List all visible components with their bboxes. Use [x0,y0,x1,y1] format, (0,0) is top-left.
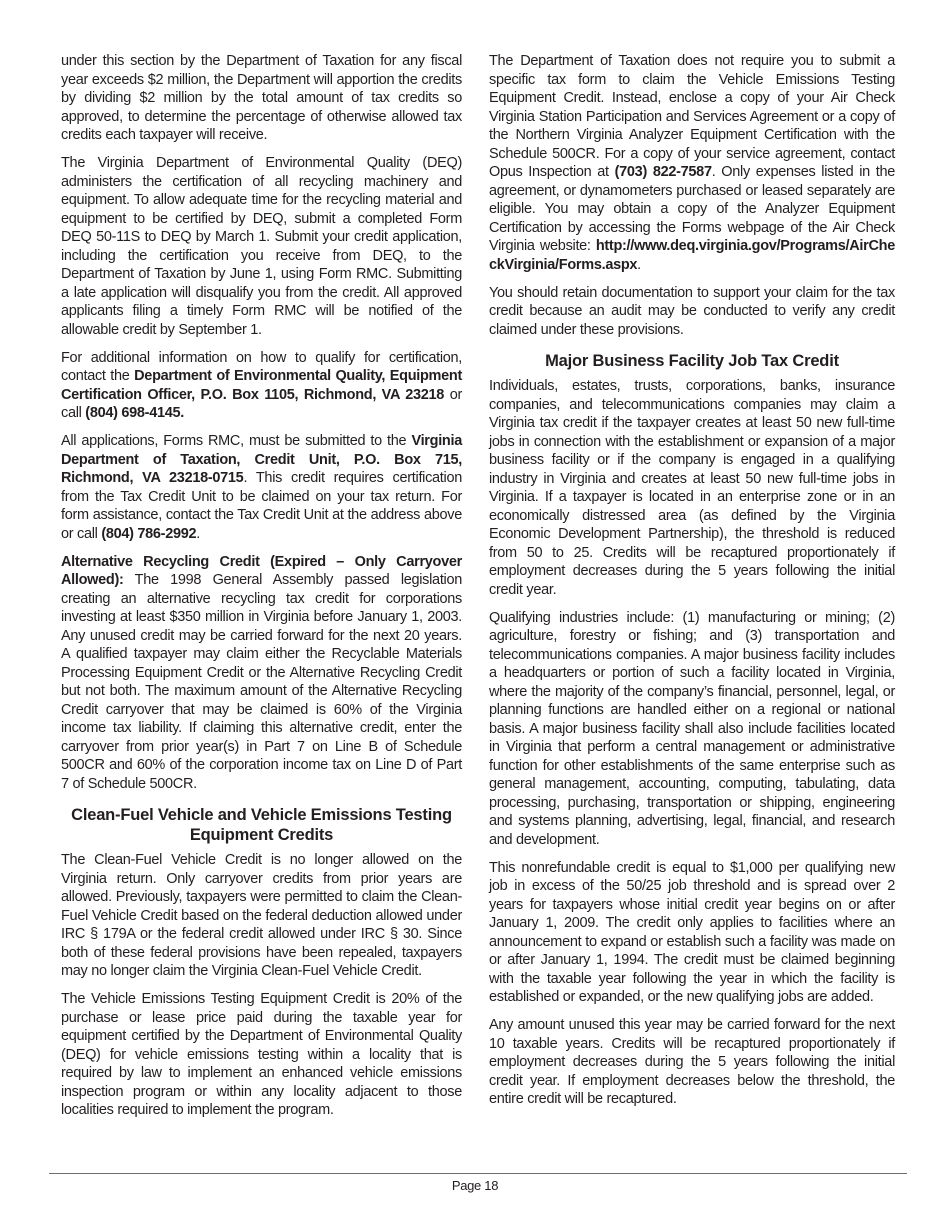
section-heading [61,805,462,845]
paragraph [489,377,895,599]
bold-text: Alternative Recycling Credit (Expired – Only Carryover Allowed): [61,553,462,588]
bold-text: Department of Environmental Quality, Equipment Certification Officer, P.O. Box 1105, Richmond, VA 23218 [61,368,462,403]
website-url: http://www.deq.virginia.gov/Programs/AirCheckVirginia/Forms.aspx [489,238,895,273]
paragraph [489,284,895,340]
paragraph [61,990,462,1120]
text-run: All applications, Forms RMC, must be submitted to the [61,433,412,449]
text-run: The Vehicle Emissions Testing Equipment Credit is 20% of the purchase or lease price paid during the taxable year for equipment certified by the Department of Environmental Quality (DEQ) for vehicle emissions testing within a locality that is required by law to implement an enhanced vehicle emissions inspection program or within any locality adjacent to those localities required to implement the program. [61,991,462,1118]
text-run: . [196,525,201,542]
section-heading [489,351,895,371]
text-run: The Department of Taxation does not require you to submit a specific tax form to claim the Vehicle Emissions Testing Equipment Credit. Instead, enclose a copy of your Air Check Virginia Station Participation and Services Agreement or a copy of the Northern Virginia Analyzer Equipment Certification with the Schedule 500CR. For a copy of your service agreement, contact Opus Inspection at [489,53,895,180]
text-run: Individuals, estates, trusts, corporations, banks, insurance companies, and telecommunications companies may claim a Virginia tax credit if the taxpayer creates at least 50 new full-time jobs in connection with the establishment or expansion of a major business facility or if the company is engaged in a qualifying industry in Virginia and creates at least 50 new full-time jobs in Virginia. If a taxpayer is located in an enterprise zone or in an economically distressed area (as defined by the Virginia Economic Development Partnership), the threshold is reduced from 50 to 25. Credits will be recaptured proportionately if employment decreases during the 5 years following the initial credit year. [489,378,895,598]
bold-text: (804) 786-2992 [101,525,197,542]
paragraph [489,1016,895,1109]
text-run: This nonrefundable credit is equal to $1,000 per qualifying new job in excess of the 50/25 job threshold and is spread over 2 years for taxpayers whose initial credit year begins on or after January 1, 2009. The credit only applies to facilities where an announcement to expand or establish such a facility was made on or after January 1, 1994. The credit must be claimed beginning with the taxable year following the year in which the facility is established or expanded, or the new qualifying jobs are added. [489,859,895,1005]
right-column [489,52,895,1118]
paragraph [489,859,895,1007]
bold-text: (703) 822-7587 [614,164,712,180]
paragraph [489,52,895,274]
text-run: The 1998 General Assembly passed legislation creating an alternative recycling tax credit for corporations investing at least $350 million in Virginia before January 1, 2003. Any unused credit may be carried forward for the next 20 years. A qualified taxpayer may claim either the Recyclable Materials Processing Equipment Credit or the Alternative Recycling Credit but not both. The maximum amount of the Alternative Recycling Credit carryover that may be claimed is 60% of the Virginia income tax liability. If claiming this alternative credit, enter the carryover from prior year(s) in Part 7 on Line B of Schedule 500CR and 60% of the corporation income tax on Line D of Part 7 of Schedule 500CR. [61,572,462,792]
bold-text: Virginia Department of Taxation, Credit Unit, P.O. Box 715, Richmond, VA 23218-0715 [61,433,462,486]
text-run: The Virginia Department of Environmental Quality (DEQ) administers the certification of all recycling machinery and equipment. To allow adequate time for the recycling material and equipment to be certified by DEQ, submit a completed Form DEQ 50-11S to DEQ by March 1. Submit your credit application, including the certification you receive from DEQ, to the Department of Taxation by June 1, using Form RMC. Submitting a late application will disqualify you from the credit. All approved applicants filing a timely Form RMC will be notified of the allowable credit by September 1. [61,155,462,338]
text-run: The Clean-Fuel Vehicle Credit is no longer allowed on the Virginia return. Only carryover credits from prior years are allowed. Previously, taxpayers were permitted to claim the Clean-Fuel Vehicle Credit based on the federal deduction allowed under IRC § 179A or the federal credit allowed under IRC § 30. Since both of these federal provisions have been repealed, taxpayers may no longer claim the Virginia Clean-Fuel Vehicle Credit. [61,852,462,979]
footer-divider [49,1173,907,1174]
page-number: Page 18 [451,1178,499,1193]
paragraph [61,851,462,981]
text-run: . This credit requires certification from the Tax Credit Unit to be claimed on your tax return. For form assistance, contact the Tax Credit Unit at the address above or call [61,470,462,542]
text-run: Clean-Fuel Vehicle and Vehicle Emissions Testing Equipment Credits [71,806,452,844]
left-column [61,52,462,1129]
paragraph [489,609,895,850]
text-run: . Only expenses listed in the agreement, or dynamometers purchased or leased separately are eligible. You may obtain a copy of the Analyzer Equipment Certification by accessing the Forms webpage of the Air Check Virginia website: [489,164,895,254]
text-run: . [637,256,641,273]
text-run: Any amount unused this year may be carried forward for the next 10 taxable years. Credits will be recaptured proportionately if employment decreases during the 5 years following the initial credit year. If employment decreases below the threshold, the entire credit will be recaptured. [489,1017,895,1107]
paragraph [61,432,462,543]
text-run: or call [61,386,462,421]
text-run: You should retain documentation to support your claim for the tax credit because an audit may be conducted to verify any credit claimed under these provisions. [489,284,895,338]
paragraph [61,154,462,339]
text-run: Major Business Facility Job Tax Credit [545,352,839,370]
text-run: under this section by the Department of Taxation for any fiscal year exceeds $2 million, the Department will apportion the credits by dividing $2 million by the total amount of tax credits so approved, to determine the percentage of otherwise allowed tax credits each taxpayer will receive. [61,53,462,143]
paragraph [61,52,462,145]
paragraph [61,553,462,794]
paragraph [61,349,462,423]
text-run: For additional information on how to qualify for certification, contact the [61,349,462,384]
text-run: Qualifying industries include: (1) manufacturing or mining; (2) agriculture, forestry or fishing; and (3) transportation and telecommunications companies. A major business facility includes a headquarters or portion of such a facility located in Virginia, where the majority of the company’s financial, personnel, legal, or planning functions are handled either on a regional or national basis. A major business facility shall also include facilities located in Virginia that perform a central management or administrative function for other establishments of the same enterprise such as general management, accounting, computing, tabulating, data processing, purchasing, transportation or shipping, engineering and systems planning, advertising, legal, financial, and research and development. [489,609,895,848]
bold-text: (804) 698-4145. [85,405,184,421]
